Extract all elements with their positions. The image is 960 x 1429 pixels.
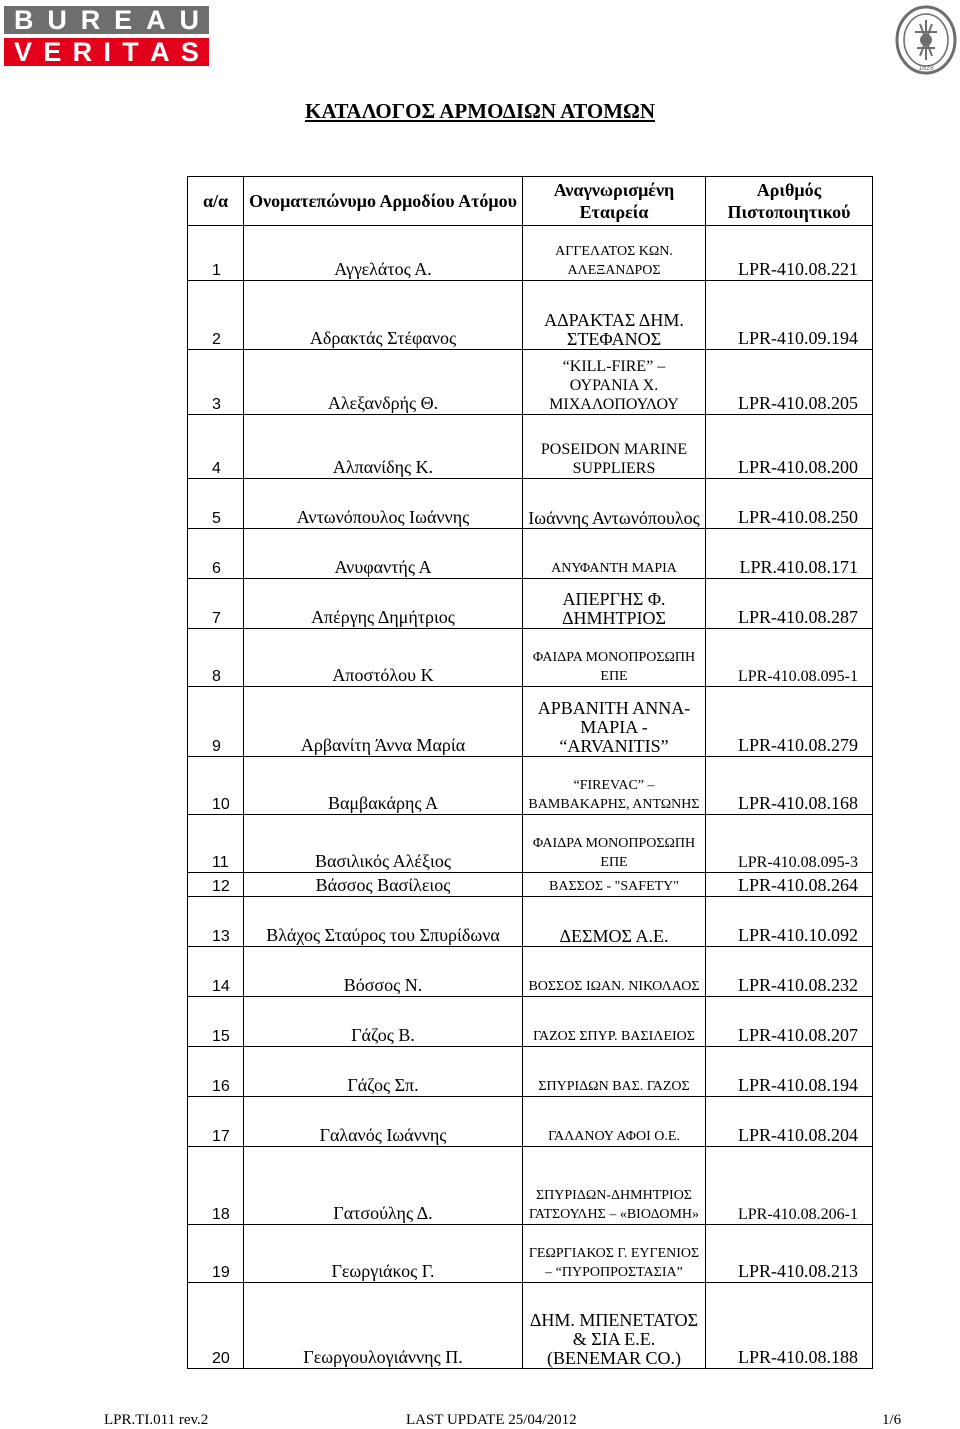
person-name: Βάσσος Βασίλειος <box>244 873 523 897</box>
person-name: Γατσούλης Δ. <box>244 1147 523 1225</box>
person-name: Γαλανός Ιωάννης <box>244 1097 523 1147</box>
row-number: 14 <box>188 947 244 997</box>
authorized-persons-table <box>187 176 873 1369</box>
person-name: Βασιλικός Αλέξιος <box>244 815 523 873</box>
certificate-number: LPR-410.08.213 <box>706 1225 873 1283</box>
footer-page-number: 1/6 <box>882 1412 902 1428</box>
company-name: “KILL-FIRE” – ΟΥΡΑΝΙΑ Χ. ΜΙΧΑΛΟΠΟΥΛΟΥ <box>523 350 706 415</box>
company-name: ΑΠΕΡΓΗΣ Φ. ΔΗΜΗΤΡΙΟΣ <box>523 579 706 629</box>
company-name: POSEIDON MARINE SUPPLIERS <box>523 415 706 479</box>
table-row <box>188 1047 873 1097</box>
company-name: ΑΝΥΦΑΝΤΗ ΜΑΡΙΑ <box>523 529 706 579</box>
row-number: 16 <box>188 1047 244 1097</box>
logo-line-2: V E R I T A S <box>4 38 209 66</box>
table-row <box>188 1097 873 1147</box>
row-number: 10 <box>188 757 244 815</box>
person-name: Ανυφαντής Α <box>244 529 523 579</box>
header-certificate: Αριθμός Πιστοποιητικού <box>706 177 873 226</box>
certificate-number: LPR-410.08.250 <box>706 479 873 529</box>
certificate-number: LPR-410.08.287 <box>706 579 873 629</box>
page-title: ΚΑΤΑΛΟΓΟΣ ΑΡΜΟΔΙΩΝ ΑΤΟΜΩΝ <box>304 99 655 123</box>
row-number: 5 <box>188 479 244 529</box>
table-row <box>188 815 873 873</box>
table-row <box>188 350 873 415</box>
row-number: 18 <box>188 1147 244 1225</box>
certificate-number: LPR-410.08.221 <box>706 226 873 281</box>
company-name: ΑΔΡΑΚΤΑΣ ΔΗΜ. ΣΤΕΦΑΝΟΣ <box>523 281 706 350</box>
company-name: ΓΑΖΟΣ ΣΠΥΡ. ΒΑΣΙΛΕΙΟΣ <box>523 997 706 1047</box>
table-row <box>188 579 873 629</box>
bureau-veritas-seal-icon <box>895 4 957 76</box>
certificate-number: LPR-410.08.200 <box>706 415 873 479</box>
certificate-number: LPR-410.08.095-3 <box>706 815 873 873</box>
table-row <box>188 687 873 757</box>
row-number: 20 <box>188 1283 244 1369</box>
person-name: Αποστόλου Κ <box>244 629 523 687</box>
footer-doc-code: LPR.TI.011 rev.2 <box>104 1412 209 1428</box>
table-header-row <box>188 177 873 226</box>
company-name: Ιωάννης Αντωνόπουλος <box>523 479 706 529</box>
header-company: Αναγνωρισμένη Εταιρεία <box>523 177 706 226</box>
company-name: ΒΑΣΣΟΣ - "SAFETY" <box>523 873 706 897</box>
row-number: 11 <box>188 815 244 873</box>
logo-line-1: B U R E A U <box>4 6 209 34</box>
certificate-number: LPR-410.09.194 <box>706 281 873 350</box>
bureau-veritas-logo <box>4 6 209 68</box>
table-row <box>188 1283 873 1369</box>
company-name: “FIREVAC” – ΒΑΜΒΑΚΑΡΗΣ, ΑΝΤΩΝΗΣ <box>523 757 706 815</box>
certificate-number: LPR-410.08.232 <box>706 947 873 997</box>
table-row <box>188 1225 873 1283</box>
company-name: ΑΓΓΕΛΑΤΟΣ ΚΩΝ. ΑΛΕΞΑΝΔΡΟΣ <box>523 226 706 281</box>
table-row <box>188 757 873 815</box>
person-name: Βλάχος Σταύρος του Σπυρίδωνα <box>244 897 523 947</box>
certificate-number: LPR-410.10.092 <box>706 897 873 947</box>
row-number: 7 <box>188 579 244 629</box>
person-name: Γεωργιάκος Γ. <box>244 1225 523 1283</box>
company-name: ΓΑΛΑΝΟΥ ΑΦΟΙ Ο.Ε. <box>523 1097 706 1147</box>
person-name: Βαμβακάρης Α <box>244 757 523 815</box>
table-row <box>188 281 873 350</box>
person-name: Αγγελάτος Α. <box>244 226 523 281</box>
certificate-number: LPR-410.08.204 <box>706 1097 873 1147</box>
person-name: Βόσσος Ν. <box>244 947 523 997</box>
row-number: 19 <box>188 1225 244 1283</box>
person-name: Απέργης Δημήτριος <box>244 579 523 629</box>
header-name: Ονοματεπώνυμο Αρμοδίου Ατόμου <box>244 177 523 226</box>
row-number: 8 <box>188 629 244 687</box>
company-name: ΦΑΙΔΡΑ ΜΟΝΟΠΡΟΣΩΠΗ ΕΠΕ <box>523 629 706 687</box>
table-body <box>188 226 873 1369</box>
company-name: ΔΗΜ. ΜΠΕΝΕΤΑΤΟΣ & ΣΙΑ Ε.Ε. (BENEMAR CO.) <box>523 1283 706 1369</box>
table-row <box>188 479 873 529</box>
company-name: ΦΑΙΔΡΑ ΜΟΝΟΠΡΟΣΩΠΗ ΕΠΕ <box>523 815 706 873</box>
person-name: Αντωνόπουλος Ιωάννης <box>244 479 523 529</box>
table-row <box>188 947 873 997</box>
table-row <box>188 226 873 281</box>
company-name: ΒΟΣΣΟΣ ΙΩΑΝ. ΝΙΚΟΛΑΟΣ <box>523 947 706 997</box>
table-row <box>188 629 873 687</box>
row-number: 2 <box>188 281 244 350</box>
certificate-number: LPR-410.08.206-1 <box>706 1147 873 1225</box>
company-name: ΣΠΥΡΙΔΩΝ ΒΑΣ. ΓΑΖΟΣ <box>523 1047 706 1097</box>
row-number: 13 <box>188 897 244 947</box>
table-row <box>188 415 873 479</box>
seal-year: 1828 <box>918 65 934 72</box>
certificate-number: LPR-410.08.264 <box>706 873 873 897</box>
certificate-number: LPR-410.08.168 <box>706 757 873 815</box>
row-number: 9 <box>188 687 244 757</box>
row-number: 17 <box>188 1097 244 1147</box>
company-name: ΑΡΒΑΝΙΤΗ ΑΝΝΑ-ΜΑΡΙΑ - “ARVANITIS” <box>523 687 706 757</box>
table-row <box>188 1147 873 1225</box>
person-name: Γεωργουλογιάννης Π. <box>244 1283 523 1369</box>
certificate-number: LPR-410.08.188 <box>706 1283 873 1369</box>
person-name: Γάζος Β. <box>244 997 523 1047</box>
table-row <box>188 997 873 1047</box>
person-name: Γάζος Σπ. <box>244 1047 523 1097</box>
row-number: 12 <box>188 873 244 897</box>
company-name: ΓΕΩΡΓΙΑΚΟΣ Γ. ΕΥΓΕΝΙΟΣ – “ΠΥΡΟΠΡΟΣΤΑΣΙΑ” <box>523 1225 706 1283</box>
table-row <box>188 873 873 897</box>
row-number: 1 <box>188 226 244 281</box>
company-name: ΔΕΣΜΟΣ Α.Ε. <box>523 897 706 947</box>
row-number: 3 <box>188 350 244 415</box>
certificate-number: LPR-410.08.095-1 <box>706 629 873 687</box>
certificate-number: LPR-410.08.205 <box>706 350 873 415</box>
certificate-number: LPR-410.08.279 <box>706 687 873 757</box>
row-number: 4 <box>188 415 244 479</box>
footer-last-update: LAST UPDATE 25/04/2012 <box>406 1412 577 1428</box>
company-name: ΣΠΥΡΙΔΩΝ-ΔΗΜΗΤΡΙΟΣ ΓΑΤΣΟΥΛΗΣ – «ΒΙΟΔΟΜΗ» <box>523 1147 706 1225</box>
person-name: Αλπανίδης Κ. <box>244 415 523 479</box>
person-name: Αλεξανδρής Θ. <box>244 350 523 415</box>
table-row <box>188 897 873 947</box>
row-number: 6 <box>188 529 244 579</box>
person-name: Αδρακτάς Στέφανος <box>244 281 523 350</box>
table-row <box>188 529 873 579</box>
certificate-number: LPR.410.08.171 <box>706 529 873 579</box>
header-aa: α/α <box>188 177 244 226</box>
person-name: Αρβανίτη Άννα Μαρία <box>244 687 523 757</box>
row-number: 15 <box>188 997 244 1047</box>
certificate-number: LPR-410.08.207 <box>706 997 873 1047</box>
certificate-number: LPR-410.08.194 <box>706 1047 873 1097</box>
